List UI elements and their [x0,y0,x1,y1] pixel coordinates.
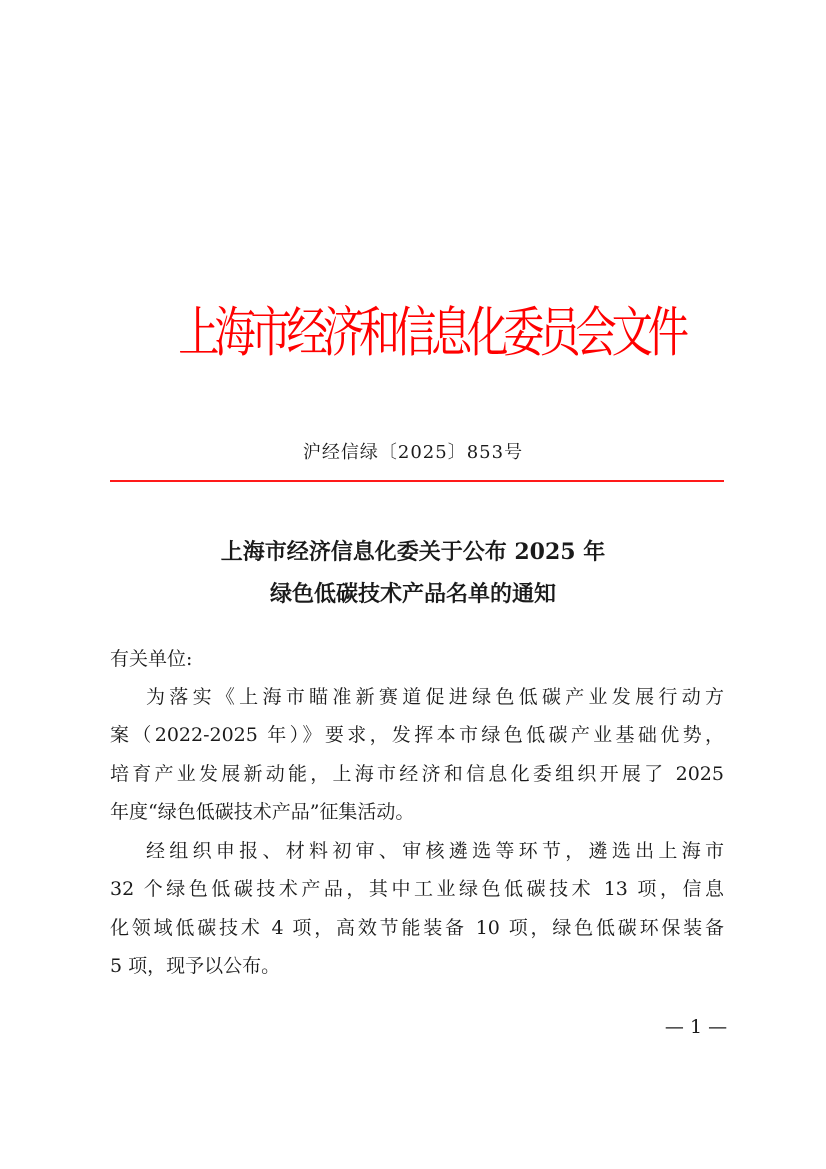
body-line: 5 项，现予以公布。 [110,955,281,977]
red-divider-line [110,480,724,482]
body-line: 为落实《上海市瞄准新赛道促进绿色低碳产业发展行动方 [146,686,724,708]
body-line: 32 个绿色低碳技术产品，其中工业绿色低碳技术 13 项，信息 [110,878,724,900]
salutation: 有关单位: [110,648,193,670]
body-line: 经组织申报、材料初审、审核遴选等环节，遴选出上海市 [146,840,724,862]
body-line: 培育产业发展新动能，上海市经济和信息化委组织开展了 2025 [110,763,724,785]
issuer-heading: 上海市经济和信息化委员会文件 [178,301,684,365]
document-title-line-1: 上海市经济信息化委关于公布 2025 年 [220,539,606,565]
document-title-line-2: 绿色低碳技术产品名单的通知 [269,581,556,607]
body-line: 化领域低碳技术 4 项，高效节能装备 10 项，绿色低碳环保装备 [110,917,724,939]
document-number: 沪经信绿〔2025〕853号 [302,442,524,463]
page-number: — 1 — [664,1016,728,1038]
body-line: 案（2022-2025 年）》要求，发挥本市绿色低碳产业基础优势， [110,724,724,746]
body-line: 年度“绿色低碳技术产品”征集活动。 [110,801,415,823]
